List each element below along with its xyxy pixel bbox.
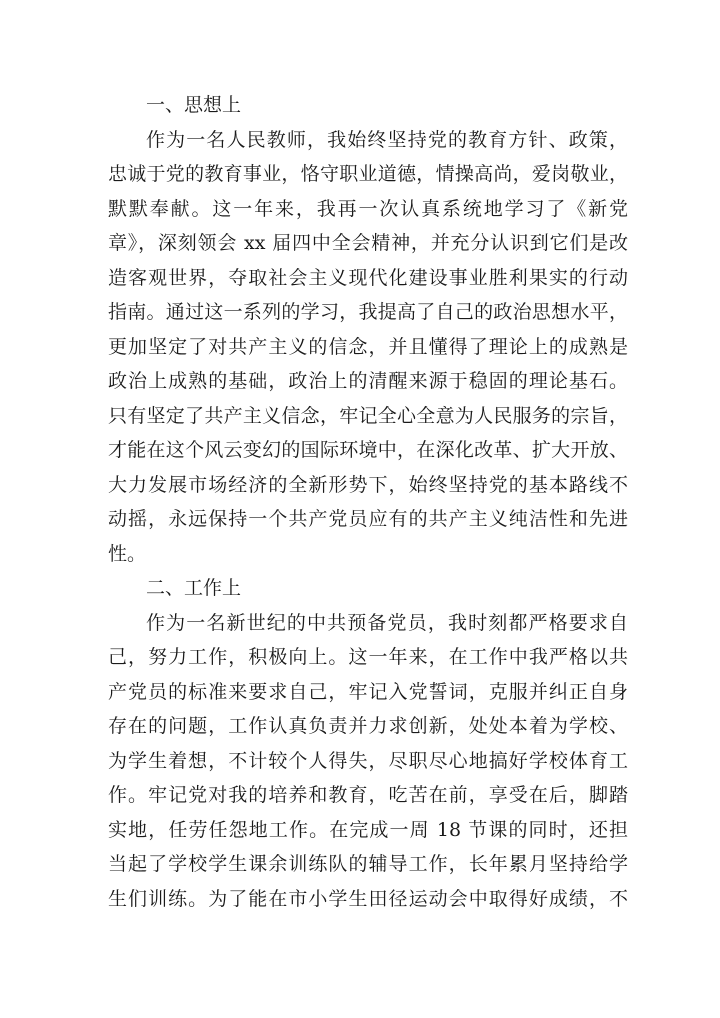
paragraph-line: 当起了学校学生课余训练队的辅导工作，长年累月坚持给学	[108, 853, 628, 875]
paragraph-line: 只有坚定了共产主义信念，牢记全心全意为人民服务的宗旨，	[108, 404, 628, 427]
paragraph-line: 造客观世界，夺取社会主义现代化建设事业胜利果实的行动	[108, 266, 628, 289]
paragraph-line: 生们训练。为了能在市小学生田径运动会中取得好成绩，不	[108, 887, 628, 910]
paragraph-line: 己，努力工作，积极向上。这一年来，在工作中我严格以共	[108, 646, 628, 668]
paragraph-line: 更加坚定了对共产主义的信念，并且懂得了理论上的成熟是	[108, 335, 628, 358]
paragraph-line: 性。	[108, 542, 147, 565]
paragraph-line: 动摇，永远保持一个共产党员应有的共产主义纯洁性和先进	[108, 508, 628, 530]
paragraph-line: 才能在这个风云变幻的国际环境中，在深化改革、扩大开放、	[108, 439, 628, 461]
paragraph-line: 产党员的标准来要求自己，牢记入党誓词，克服并纠正自身	[108, 680, 628, 703]
document-page	[108, 88, 628, 916]
paragraph-line: 作为一名人民教师，我始终坚持党的教育方针、政策，	[146, 128, 628, 151]
paragraph-line: 章》，深刻领会 xx 届四中全会精神，并充分认识到它们是改	[108, 232, 628, 254]
paragraph-line: 为学生着想，不计较个人得失，尽职尽心地搞好学校体育工	[108, 749, 628, 772]
paragraph-line: 政治上成熟的基础，政治上的清醒来源于稳固的理论基石。	[108, 370, 628, 392]
section-heading-thought: 一、思想上	[146, 94, 242, 116]
paragraph-line: 作为一名新世纪的中共预备党员，我时刻都严格要求自	[146, 611, 628, 634]
paragraph-line: 指南。通过这一系列的学习，我提高了自己的政治思想水平，	[108, 301, 628, 323]
section-heading-work: 二、工作上	[146, 577, 242, 599]
paragraph-line: 忠诚于党的教育事业，恪守职业道德，情操高尚，爱岗敬业，	[108, 163, 628, 185]
paragraph-line: 默默奉献。这一年来，我再一次认真系统地学习了《新党	[108, 197, 628, 220]
paragraph-line: 作。牢记党对我的培养和教育，吃苦在前，享受在后，脚踏	[108, 784, 628, 806]
paragraph-line: 存在的问题，工作认真负责并力求创新，处处本着为学校、	[108, 715, 628, 737]
paragraph-line: 大力发展市场经济的全新形势下，始终坚持党的基本路线不	[108, 473, 628, 496]
paragraph-line: 实地，任劳任怨地工作。在完成一周 18 节课的同时，还担	[108, 818, 628, 841]
